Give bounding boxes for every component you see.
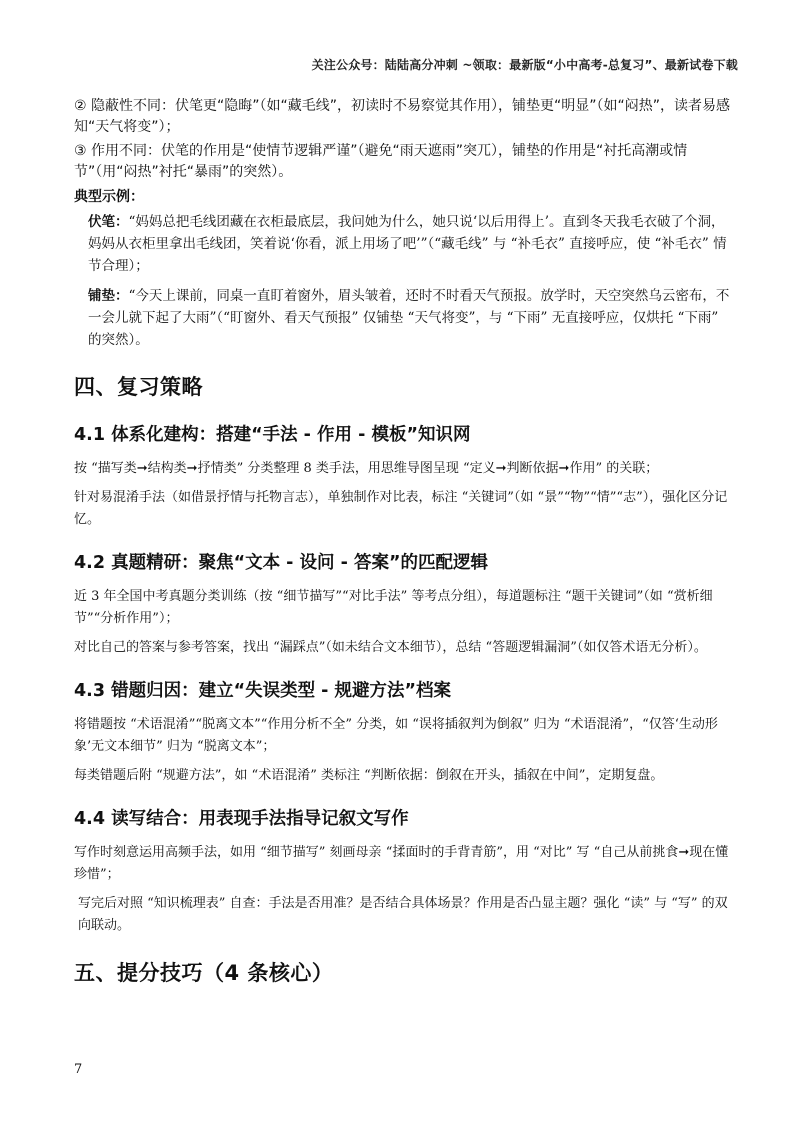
subsection-4-2-para: 对比自己的答案与参考答案，找出 “漏踩点”（如未结合文本细节），总结 “答题逻辑漏洞”（如仅答术语无分析）。 bbox=[74, 640, 707, 655]
example-term: 伏笔： bbox=[88, 214, 129, 230]
intro-point-2: ② 隐蔽性不同：伏笔更“隐晦”（如“藏毛线”，初读时不易察觉其作用），铺垫更“明显”（如“闷热”，读者易感知“天气将变”）； bbox=[74, 98, 731, 135]
page-number: 7 bbox=[74, 1062, 83, 1077]
examples-label: 典型示例： bbox=[74, 189, 144, 205]
subsection-4-4-para: 写完后对照 “知识梳理表” 自查：手法是否用准？是否结合具体场景？作用是否凸显主题？强化 “读” 与 “写” 的双向联动。 bbox=[78, 896, 728, 933]
subsection-4-4-title: 4.4 读写结合：用表现手法指导记叙文写作 bbox=[74, 809, 409, 829]
subsection-4-3-para: 将错题按 “术语混淆”“脱离文本”“作用分析不全” 分类，如 “误将插叙判为倒叙” 归为 “术语混淆”，“仅答‘生动形象’无文本细节” 归为 “脱离文本”； bbox=[74, 717, 718, 754]
section-4-title: 四、复习策略 bbox=[74, 375, 203, 399]
intro-point-3: ③ 作用不同：伏笔的作用是“使情节逻辑严谨”（避免“雨天遮雨”突兀），铺垫的作用是“衬托高潮或情节”（用“闷热”衬托“暴雨”的突然）。 bbox=[74, 143, 688, 180]
subsection-4-1-title: 4.1 体系化建构：搭建“手法 - 作用 - 模板”知识网 bbox=[74, 425, 471, 445]
example-text: “今天上课前，同桌一直盯着窗外，眉头皱着，还时不时看天气预报。放学时，天空突然乌云密布，不一会儿就下起了大雨”（“盯窗外、看天气预报” 仅铺垫 “天气将变”，与 “下雨” 无直接呼应，仅烘托 “下雨” 的突然）。 bbox=[88, 288, 730, 348]
page-content bbox=[74, 96, 734, 1007]
section-5-title: 五、提分技巧（4 条核心） bbox=[74, 961, 334, 985]
example-foreshadowing bbox=[74, 211, 734, 277]
example-buildup bbox=[74, 285, 734, 351]
page-header: 关注公众号：陆陆高分冲刺 ~领取：最新版“小中高考-总复习”、最新试卷下载 bbox=[311, 58, 738, 72]
subsection-4-1-para: 针对易混淆手法（如借景抒情与托物言志），单独制作对比表，标注 “关键词”（如 “景”“物”“情”“志”），强化区分记忆。 bbox=[74, 490, 728, 527]
subsection-4-2-title: 4.2 真题精研：聚焦“文本 - 设问 - 答案”的匹配逻辑 bbox=[74, 553, 488, 573]
subsection-4-3-title: 4.3 错题归因：建立“失误类型 - 规避方法”档案 bbox=[74, 681, 452, 701]
subsection-4-1-para: 按 “描写类➞结构类➞抒情类” 分类整理 8 类手法，用思维导图呈现 “定义➞判断依据➞作用” 的关联； bbox=[74, 461, 659, 476]
example-text: “妈妈总把毛线团藏在衣柜最底层，我问她为什么，她只说‘以后用得上’。直到冬天我毛衣破了个洞，妈妈从衣柜里拿出毛线团，笑着说‘你看，派上用场了吧’”（“藏毛线” 与 “补毛衣” 直接呼应，使 “补毛衣” 情节合理）； bbox=[88, 214, 727, 274]
subsection-4-4-para: 写作时刻意运用高频手法，如用 “细节描写” 刻画母亲 “揉面时的手背青筋”，用 “对比” 写 “自己从前挑食➞现在懂珍惜”； bbox=[74, 845, 729, 882]
example-term: 铺垫： bbox=[88, 288, 129, 304]
subsection-4-3-para: 每类错题后附 “规避方法”，如 “术语混淆” 类标注 “判断依据：倒叙在开头，插叙在中间”，定期复盘。 bbox=[74, 768, 664, 783]
subsection-4-2-para: 近 3 年全国中考真题分类训练（按 “细节描写”“对比手法” 等考点分组），每道题标注 “题干关键词”（如 “赏析细节”“分析作用”）； bbox=[74, 589, 713, 626]
